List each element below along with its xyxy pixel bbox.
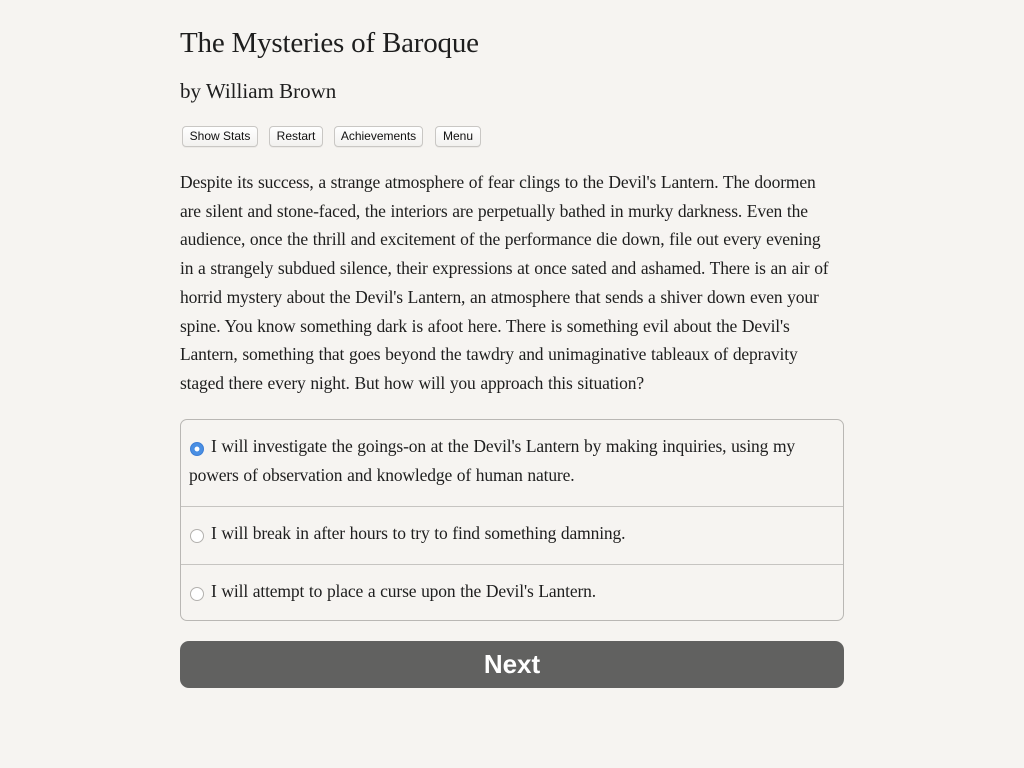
game-title: The Mysteries of Baroque (180, 27, 479, 59)
choice-label (189, 432, 829, 489)
show-stats-button[interactable]: Show Stats (182, 126, 258, 147)
choice-label-line: I will attempt to place a curse upon the Devil's Lantern. (211, 581, 596, 601)
story-line: audience, once the thrill and excitement of the performance die down, file out every evening (180, 229, 821, 250)
choice-curse[interactable] (181, 565, 843, 621)
choice-label (189, 519, 829, 548)
story-line: are silent and stone-faced, the interiors are perpetually bathed in murky darkness. Even the (180, 200, 808, 221)
choice-label-line: powers of observation and knowledge of human nature. (189, 464, 575, 485)
story-text (180, 168, 844, 398)
achievements-button[interactable]: Achievements (334, 126, 423, 147)
story-line: Lantern, something that goes beyond the tawdry and unimaginative tableaux of depravity (180, 344, 798, 365)
author-byline: by William Brown (180, 79, 337, 103)
restart-button[interactable]: Restart (269, 126, 323, 147)
choice-label-line: I will break in after hours to try to find something damning. (211, 523, 626, 543)
menu-button[interactable]: Menu (435, 126, 481, 147)
story-line: staged there every night. But how will you approach this situation? (180, 372, 644, 393)
choice-break-in[interactable] (181, 507, 843, 565)
next-button[interactable]: Next (180, 641, 844, 688)
choice-investigate[interactable] (181, 420, 843, 507)
choice-label (189, 577, 829, 606)
choice-label-line: I will investigate the goings-on at the Devil's Lantern by making inquiries, using my (211, 436, 796, 456)
story-line: horrid mystery about the Devil's Lantern, an atmosphere that sends a shiver down even your (180, 286, 819, 307)
story-line: Despite its success, a strange atmosphere of fear clings to the Devil's Lantern. The doormen (180, 172, 816, 192)
story-line: spine. You know something dark is afoot here. There is something evil about the Devil's (180, 315, 790, 336)
story-line: in a strangely subdued silence, their expressions at once sated and ashamed. There is an air of (180, 258, 829, 279)
choice-list (180, 419, 844, 621)
